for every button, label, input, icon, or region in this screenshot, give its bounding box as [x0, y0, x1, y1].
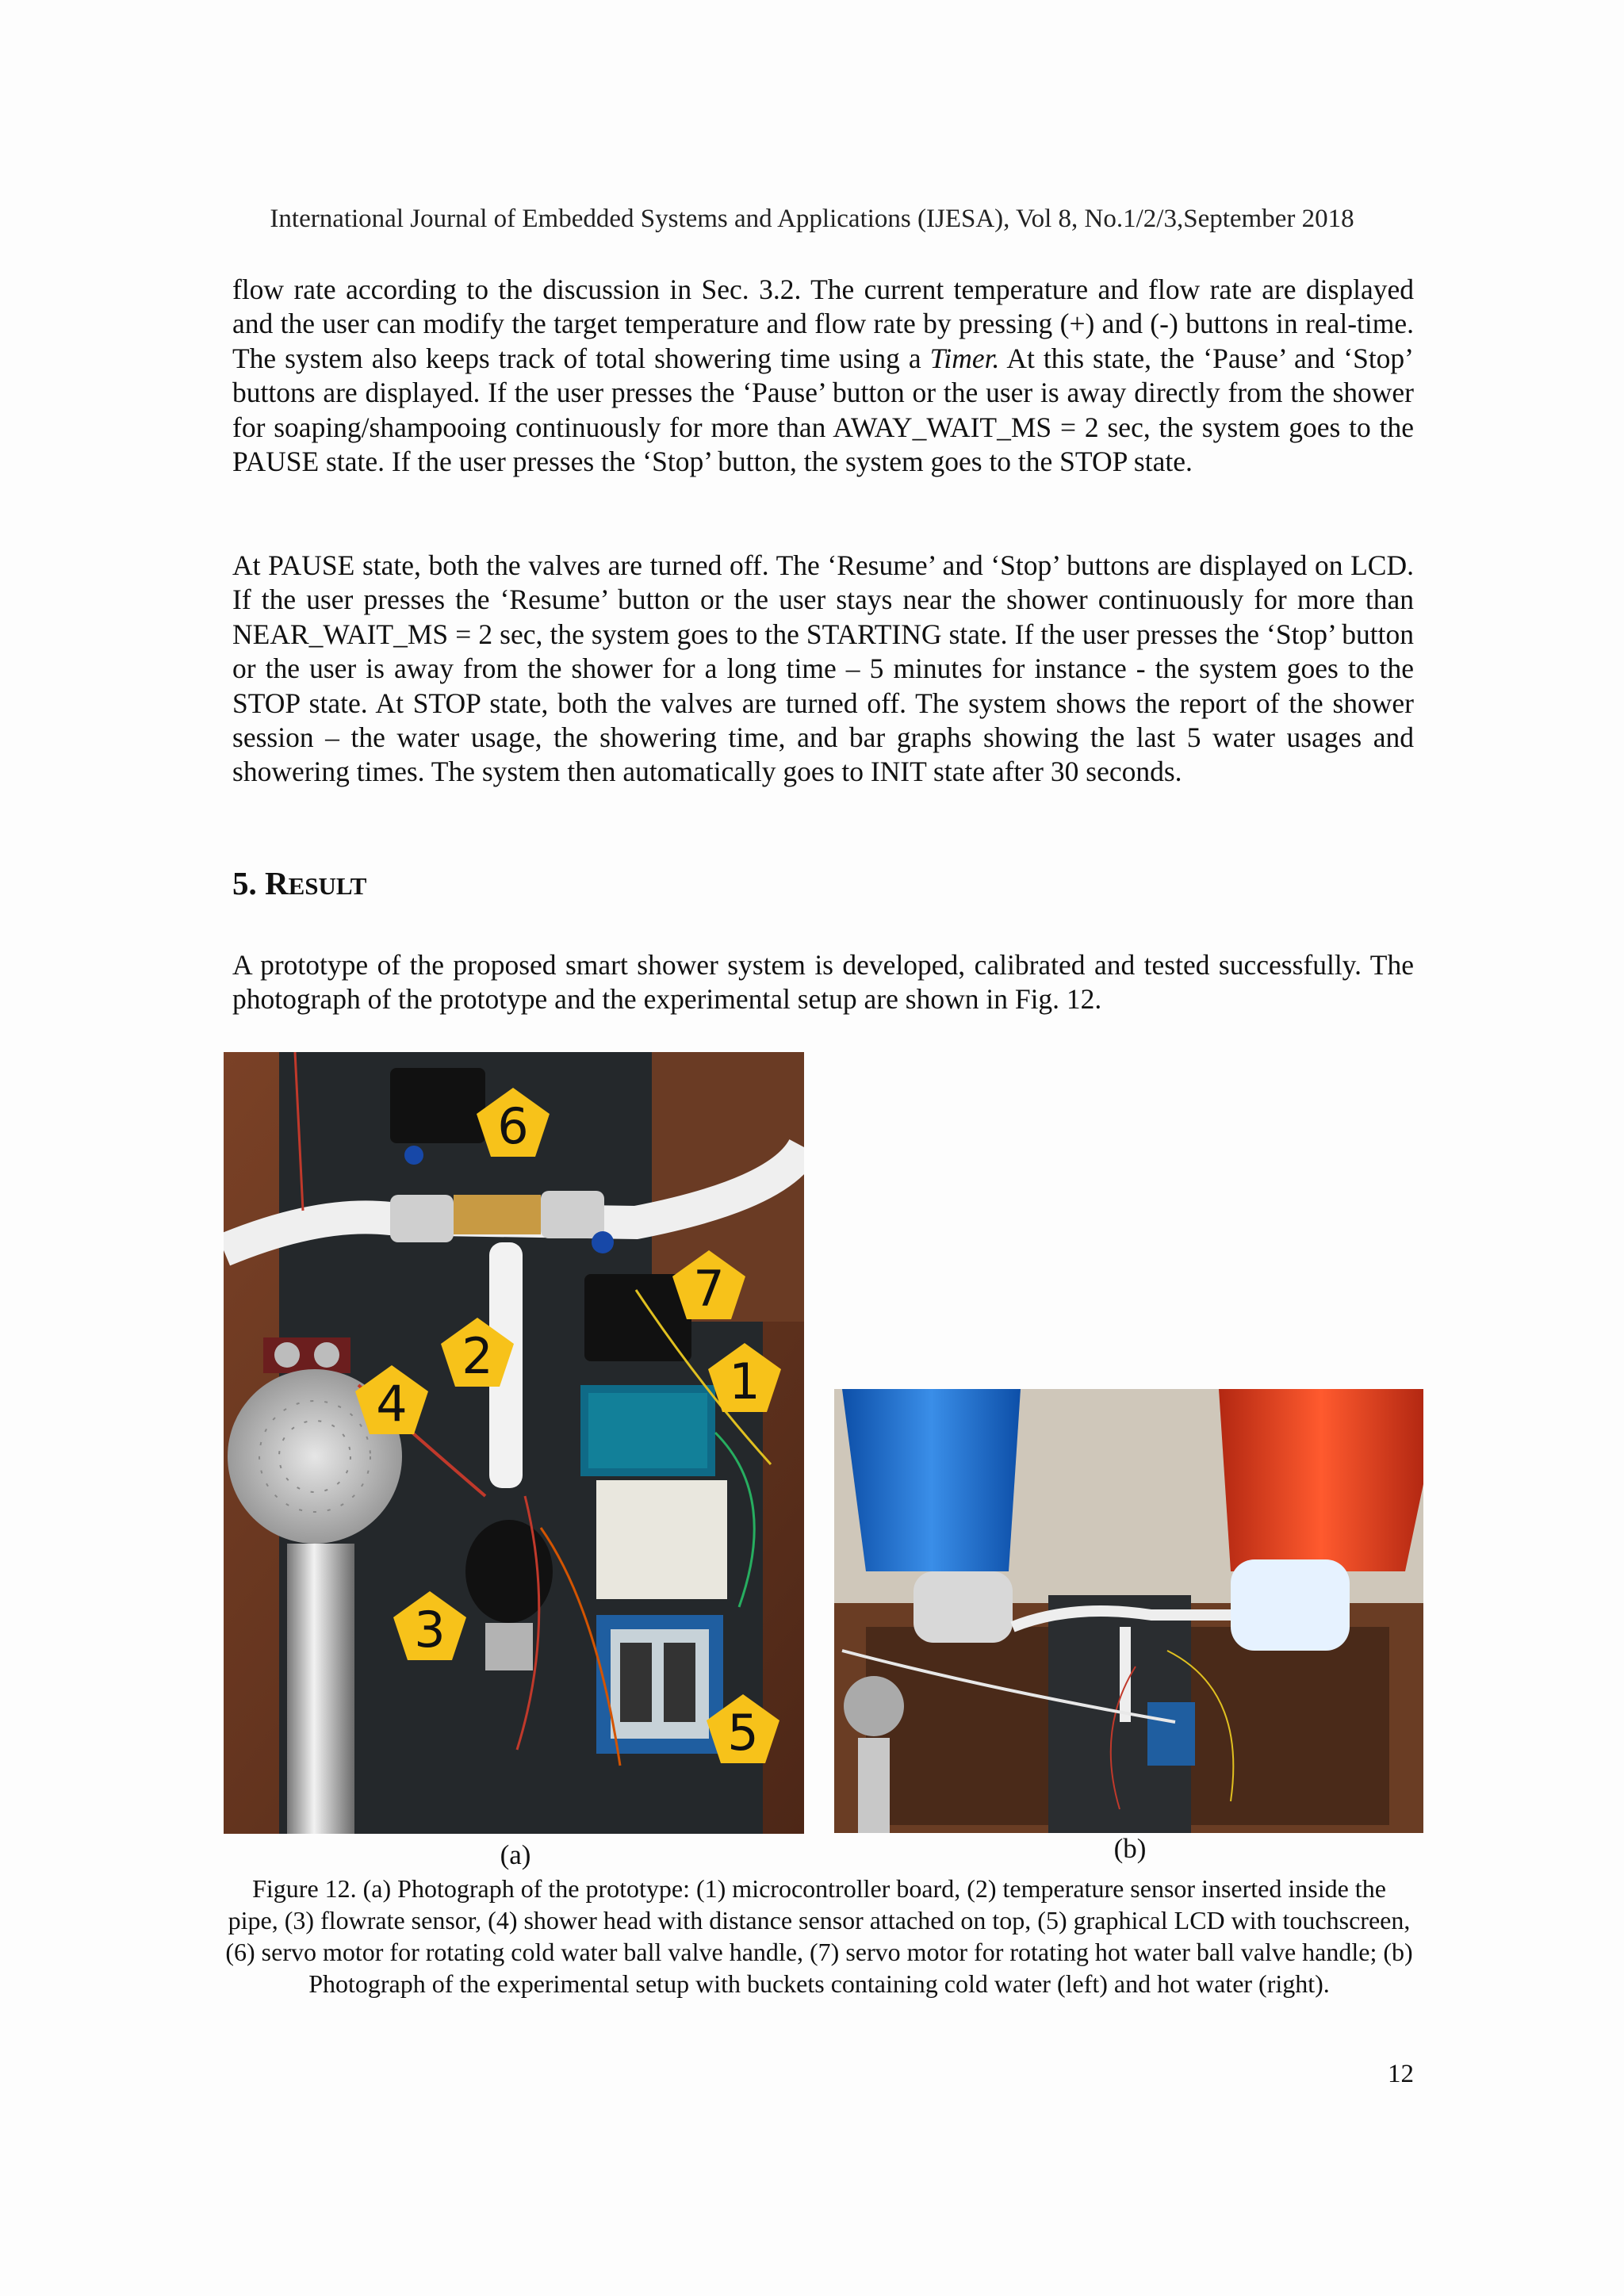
paragraph-3-text: A prototype of the proposed smart shower system is developed, calibrated and tested successfully. The photograph of the prototype and the experimental setup are shown in Fig. 12. — [232, 949, 1414, 1016]
running-header: International Journal of Embedded Systems and Applications (IJESA), Vol 8, No.1/2/3,September 2018 — [270, 205, 1354, 233]
paragraph-2-text: At PAUSE state, both the valves are turned off. The ‘Resume’ and ‘Stop’ buttons are displayed on LCD. If the user presses the ‘Resume’ button or the user stays near the shower continuously for more than NEAR_WAIT_MS = 2 sec, the system goes to the STARTING state. If the user presses the ‘Stop’ button or the user is away from the shower for a long time – 5 minutes for instance - the system goes to the STOP state. At STOP state, both the valves are turned off. The system shows the report of the shower session – the water usage, the showering time, and bar graphs showing the last 5 water usages and showering times. The system then automatically goes to INIT state after 30 seconds. — [232, 549, 1414, 788]
paragraph-2 — [232, 549, 1414, 790]
marker-3-label: 3 — [414, 1601, 446, 1659]
section-heading — [232, 864, 366, 905]
marker-7-label: 7 — [693, 1260, 725, 1318]
paragraph-1 — [232, 273, 1414, 479]
marker-4-label: 4 — [376, 1375, 408, 1433]
timer-term: Timer. — [929, 342, 1000, 374]
paragraph-1-text: flow rate according to the discussion in Sec. 3.2. The current temperature and flow rate are displayed and the user can modify the target temperature and flow rate by pressing (+) and (-) buttons in real-time. The system also keeps track of total showering time using a — [232, 274, 1414, 374]
prototype-photo — [224, 1052, 804, 1834]
section-title-initial: R — [265, 865, 289, 901]
page-number: 12 — [1388, 2060, 1414, 2088]
figure-caption: Figure 12. (a) Photograph of the prototype: (1) microcontroller board, (2) temperature sensor inserted inside the pipe, (3) flowrate sensor, (4) shower head with distance sensor attached on top, (5) graphical LCD with touchscreen, (6) servo motor for rotating cold water ball valve handle, (7) servo motor for rotating hot water ball valve handle; (b) Photograph of the experimental setup with buckets containing cold water (left) and hot water (right). — [225, 1874, 1413, 1998]
paragraph-3 — [232, 948, 1414, 1017]
marker-2-label: 2 — [462, 1327, 493, 1385]
section-number: 5. — [232, 865, 265, 901]
paragraph-1-rest: At this state, the ‘Pause’ and ‘Stop’ buttons are displayed. If the user presses the ‘Pause’ button or the user is away directly from the shower for soaping/shampooing continuously for more than AWAY_WAIT_MS = 2 sec, the system goes to the PAUSE state. If the user presses the ‘Stop’ button, the system goes to the STOP state. — [232, 342, 1415, 478]
marker-6-label: 6 — [497, 1097, 529, 1155]
subfigure-label-b: (b) — [1113, 1833, 1147, 1864]
section-title-rest: ESULT — [288, 872, 367, 900]
marker-1-label: 1 — [729, 1353, 760, 1410]
experimental-setup-photo — [834, 1389, 1423, 1833]
subfigure-label-a: (a) — [500, 1839, 531, 1870]
marker-5-label: 5 — [727, 1704, 759, 1762]
